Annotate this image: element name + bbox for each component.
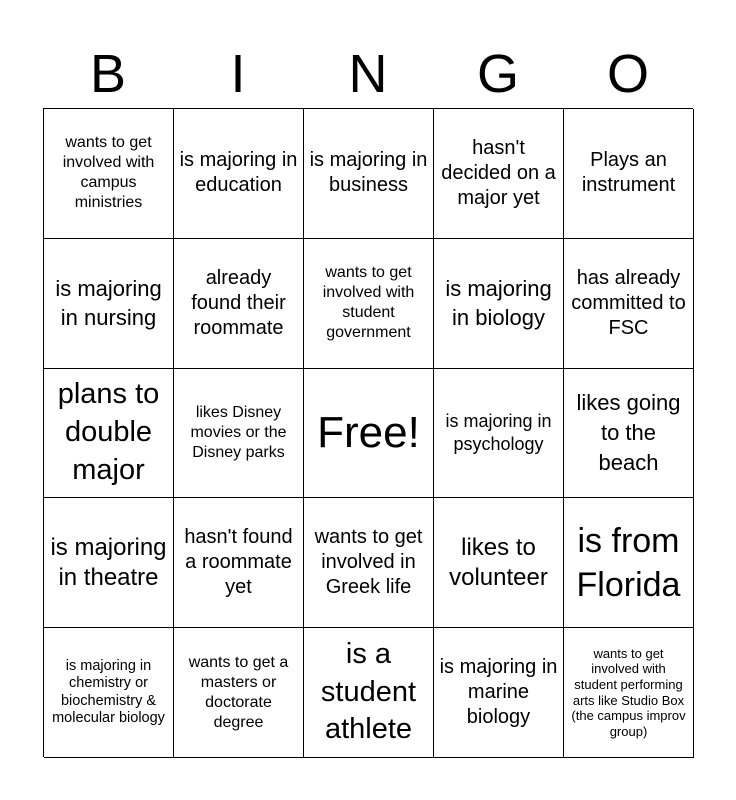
bingo-cell[interactable]: wants to get involved in Greek life — [304, 498, 434, 628]
bingo-cell[interactable]: is majoring in education — [174, 109, 304, 239]
free-space[interactable]: Free! — [304, 369, 434, 499]
bingo-cell[interactable]: is majoring in chemistry or biochemistry & molecular biology — [44, 628, 174, 758]
bingo-header — [43, 40, 693, 108]
bingo-cell[interactable]: is majoring in biology — [434, 239, 564, 369]
bingo-cell[interactable]: hasn't decided on a major yet — [434, 109, 564, 239]
bingo-cell[interactable]: wants to get involved with student government — [304, 239, 434, 369]
bingo-cell[interactable]: is majoring in psychology — [434, 369, 564, 499]
bingo-cell[interactable]: likes to volunteer — [434, 498, 564, 628]
bingo-cell[interactable]: already found their roommate — [174, 239, 304, 369]
bingo-cell[interactable]: is from Florida — [564, 498, 694, 628]
bingo-cell[interactable]: is a student athlete — [304, 628, 434, 758]
bingo-grid — [43, 108, 693, 757]
header-letter-i: I — [230, 44, 246, 104]
bingo-cell[interactable]: likes Disney movies or the Disney parks — [174, 369, 304, 499]
header-letter-g: G — [476, 44, 519, 104]
header-letter-n: N — [348, 44, 388, 104]
bingo-cell[interactable]: is majoring in business — [304, 109, 434, 239]
bingo-cell[interactable]: has already committed to FSC — [564, 239, 694, 369]
bingo-cell[interactable]: wants to get a masters or doctorate degree — [174, 628, 304, 758]
bingo-cell[interactable]: wants to get involved with campus ministries — [44, 109, 174, 239]
bingo-cell[interactable]: is majoring in theatre — [44, 498, 174, 628]
bingo-cell[interactable]: hasn't found a roommate yet — [174, 498, 304, 628]
bingo-cell[interactable]: plans to double major — [44, 369, 174, 499]
bingo-cell[interactable]: likes going to the beach — [564, 369, 694, 499]
bingo-cell[interactable]: is majoring in marine biology — [434, 628, 564, 758]
bingo-cell[interactable]: Plays an instrument — [564, 109, 694, 239]
header-letter-b: B — [89, 44, 127, 104]
header-letter-o: O — [606, 44, 649, 104]
bingo-cell[interactable]: wants to get involved with student performing arts like Studio Box (the campus improv group) — [564, 628, 694, 758]
bingo-cell[interactable]: is majoring in nursing — [44, 239, 174, 369]
